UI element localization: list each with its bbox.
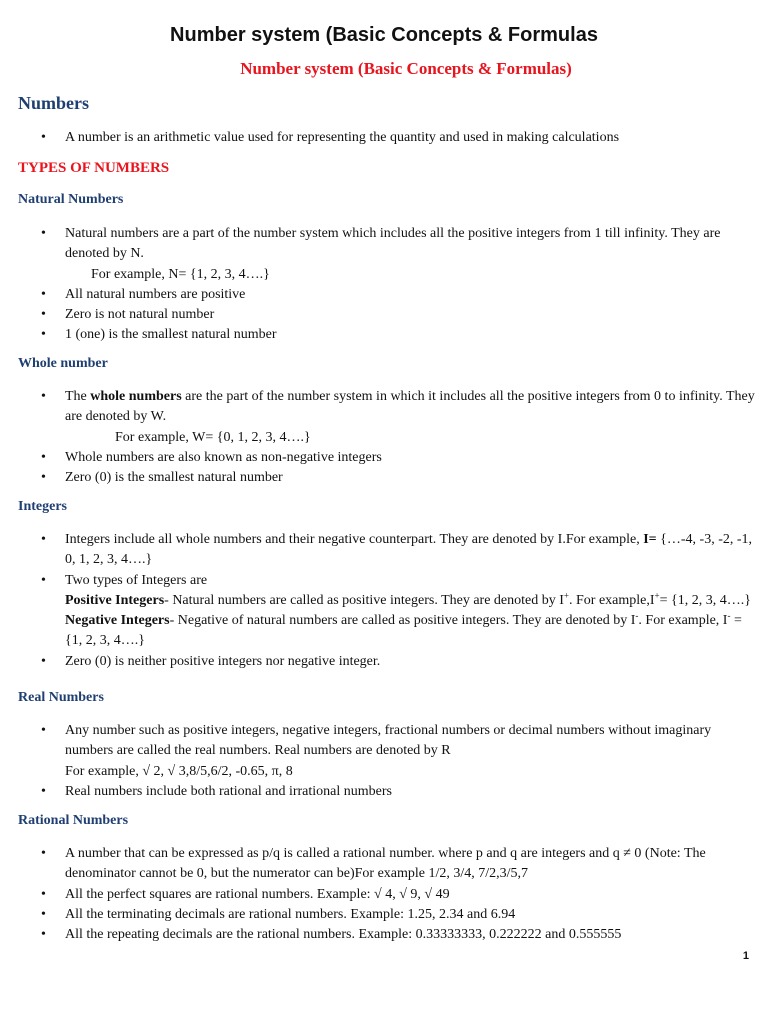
whole-def-pre: The [65,389,91,404]
minus-sup: - [635,610,639,621]
types-heading: TYPES OF NUMBERS [18,160,170,176]
real-numbers-heading: Real Numbers [18,690,104,705]
natural-numbers-list [18,224,758,346]
list-item: • Zero is not natural number [18,305,758,325]
real-def: Any number such as positive integers, negative integers, fractional numbers or decimal numbers without imaginary numbers are called the real numbers. Real numbers are denoted by R [65,723,712,759]
positive-integers-text-2: . For example,I [569,592,655,608]
list-item [18,224,758,285]
whole-example: For example, W= {0, 1, 2, 3, 4….} [115,429,311,445]
real-example: For example, √ 2, √ 3,8/5,6/2, -0.65, π, 8 [65,763,293,779]
whole-number-list [18,387,758,488]
negative-integers-text-2: . For example, I [638,613,728,629]
list-item: • Zero (0) is the smallest natural number [18,468,758,488]
list-item [18,571,758,652]
list-item: • Real numbers include both rational and irrational numbers [18,782,758,802]
page-number: 1 [742,950,749,962]
list-item: • All natural numbers are positive [18,285,758,305]
negative-integers-text: - Negative of natural numbers are called as positive integers. They are denoted by I [169,613,636,629]
integers-types: Two types of Integers are [65,572,208,588]
list-item: • 1 (one) is the smallest natural number [18,325,758,345]
numbers-heading: Numbers [18,93,89,113]
plus-sup: + [563,590,569,601]
rational-numbers-heading: Rational Numbers [18,813,129,828]
list-item: • Zero (0) is neither positive integers nor negative integer. [18,652,758,672]
minus-sup: - [727,610,731,621]
list-item: • All the perfect squares are rational numbers. Example: √ 4, √ 9, √ 49 [18,885,758,905]
rational-numbers-list [18,844,758,945]
list-item: • All the terminating decimals are rational numbers. Example: 1.25, 2.34 and 6.94 [18,905,758,925]
list-item [18,387,758,448]
numbers-list [18,128,758,148]
page-title: Number system (Basic Concepts & Formulas [170,24,598,46]
integers-def-post: {…-4, -3, -2, -1, 0, 1, 2, 3, 4….} [65,532,753,568]
natural-numbers-heading: Natural Numbers [18,192,124,207]
integers-def-pre: Integers include all whole numbers and their negative counterpart. They are denoted by I.For example, [65,532,644,547]
whole-number-heading: Whole number [18,356,108,371]
integers-def-bold: I= [643,532,657,547]
list-item: • A number is an arithmetic value used for representing the quantity and used in making calculations [18,128,758,148]
list-item: • Whole numbers are also known as non-negative integers [18,448,758,468]
list-item [18,530,758,571]
natural-def: Natural numbers are a part of the number system which includes all the positive integers from 1 till infinity. They are denoted by N. [65,226,721,262]
positive-integers-text-3: = {1, 2, 3, 4….} [659,592,751,608]
real-numbers-list [18,721,758,802]
positive-integers-label: Positive Integers [65,592,165,608]
negative-integers-label: Negative Integers [65,613,170,629]
list-item [18,721,758,782]
list-item: • A number that can be expressed as p/q is called a rational number. where p and q are integers and q ≠ 0 (Note: The denominator cannot be 0, but the numerator can be)For example 1/2, 3/4, 7/2,3/5,7 [18,844,758,885]
natural-example: For example, N= {1, 2, 3, 4….} [91,266,270,282]
negative-integers-text-3: = {1, 2, 3, 4….} [65,613,742,649]
list-item: • All the repeating decimals are the rational numbers. Example: 0.33333333, 0.222222 and 0.555555 [18,925,758,945]
whole-def-post: are the part of the number system in which it includes all the positive integers from 0 to infinity. They are denoted by W. [65,389,755,425]
integers-list [18,530,758,672]
whole-def-bold: whole numbers [90,389,182,404]
plus-sup: + [654,590,660,601]
integers-heading: Integers [18,499,67,514]
positive-integers-text: - Natural numbers are called as positive integers. They are denoted by I [164,592,564,608]
page-subtitle: Number system (Basic Concepts & Formulas) [240,59,572,78]
